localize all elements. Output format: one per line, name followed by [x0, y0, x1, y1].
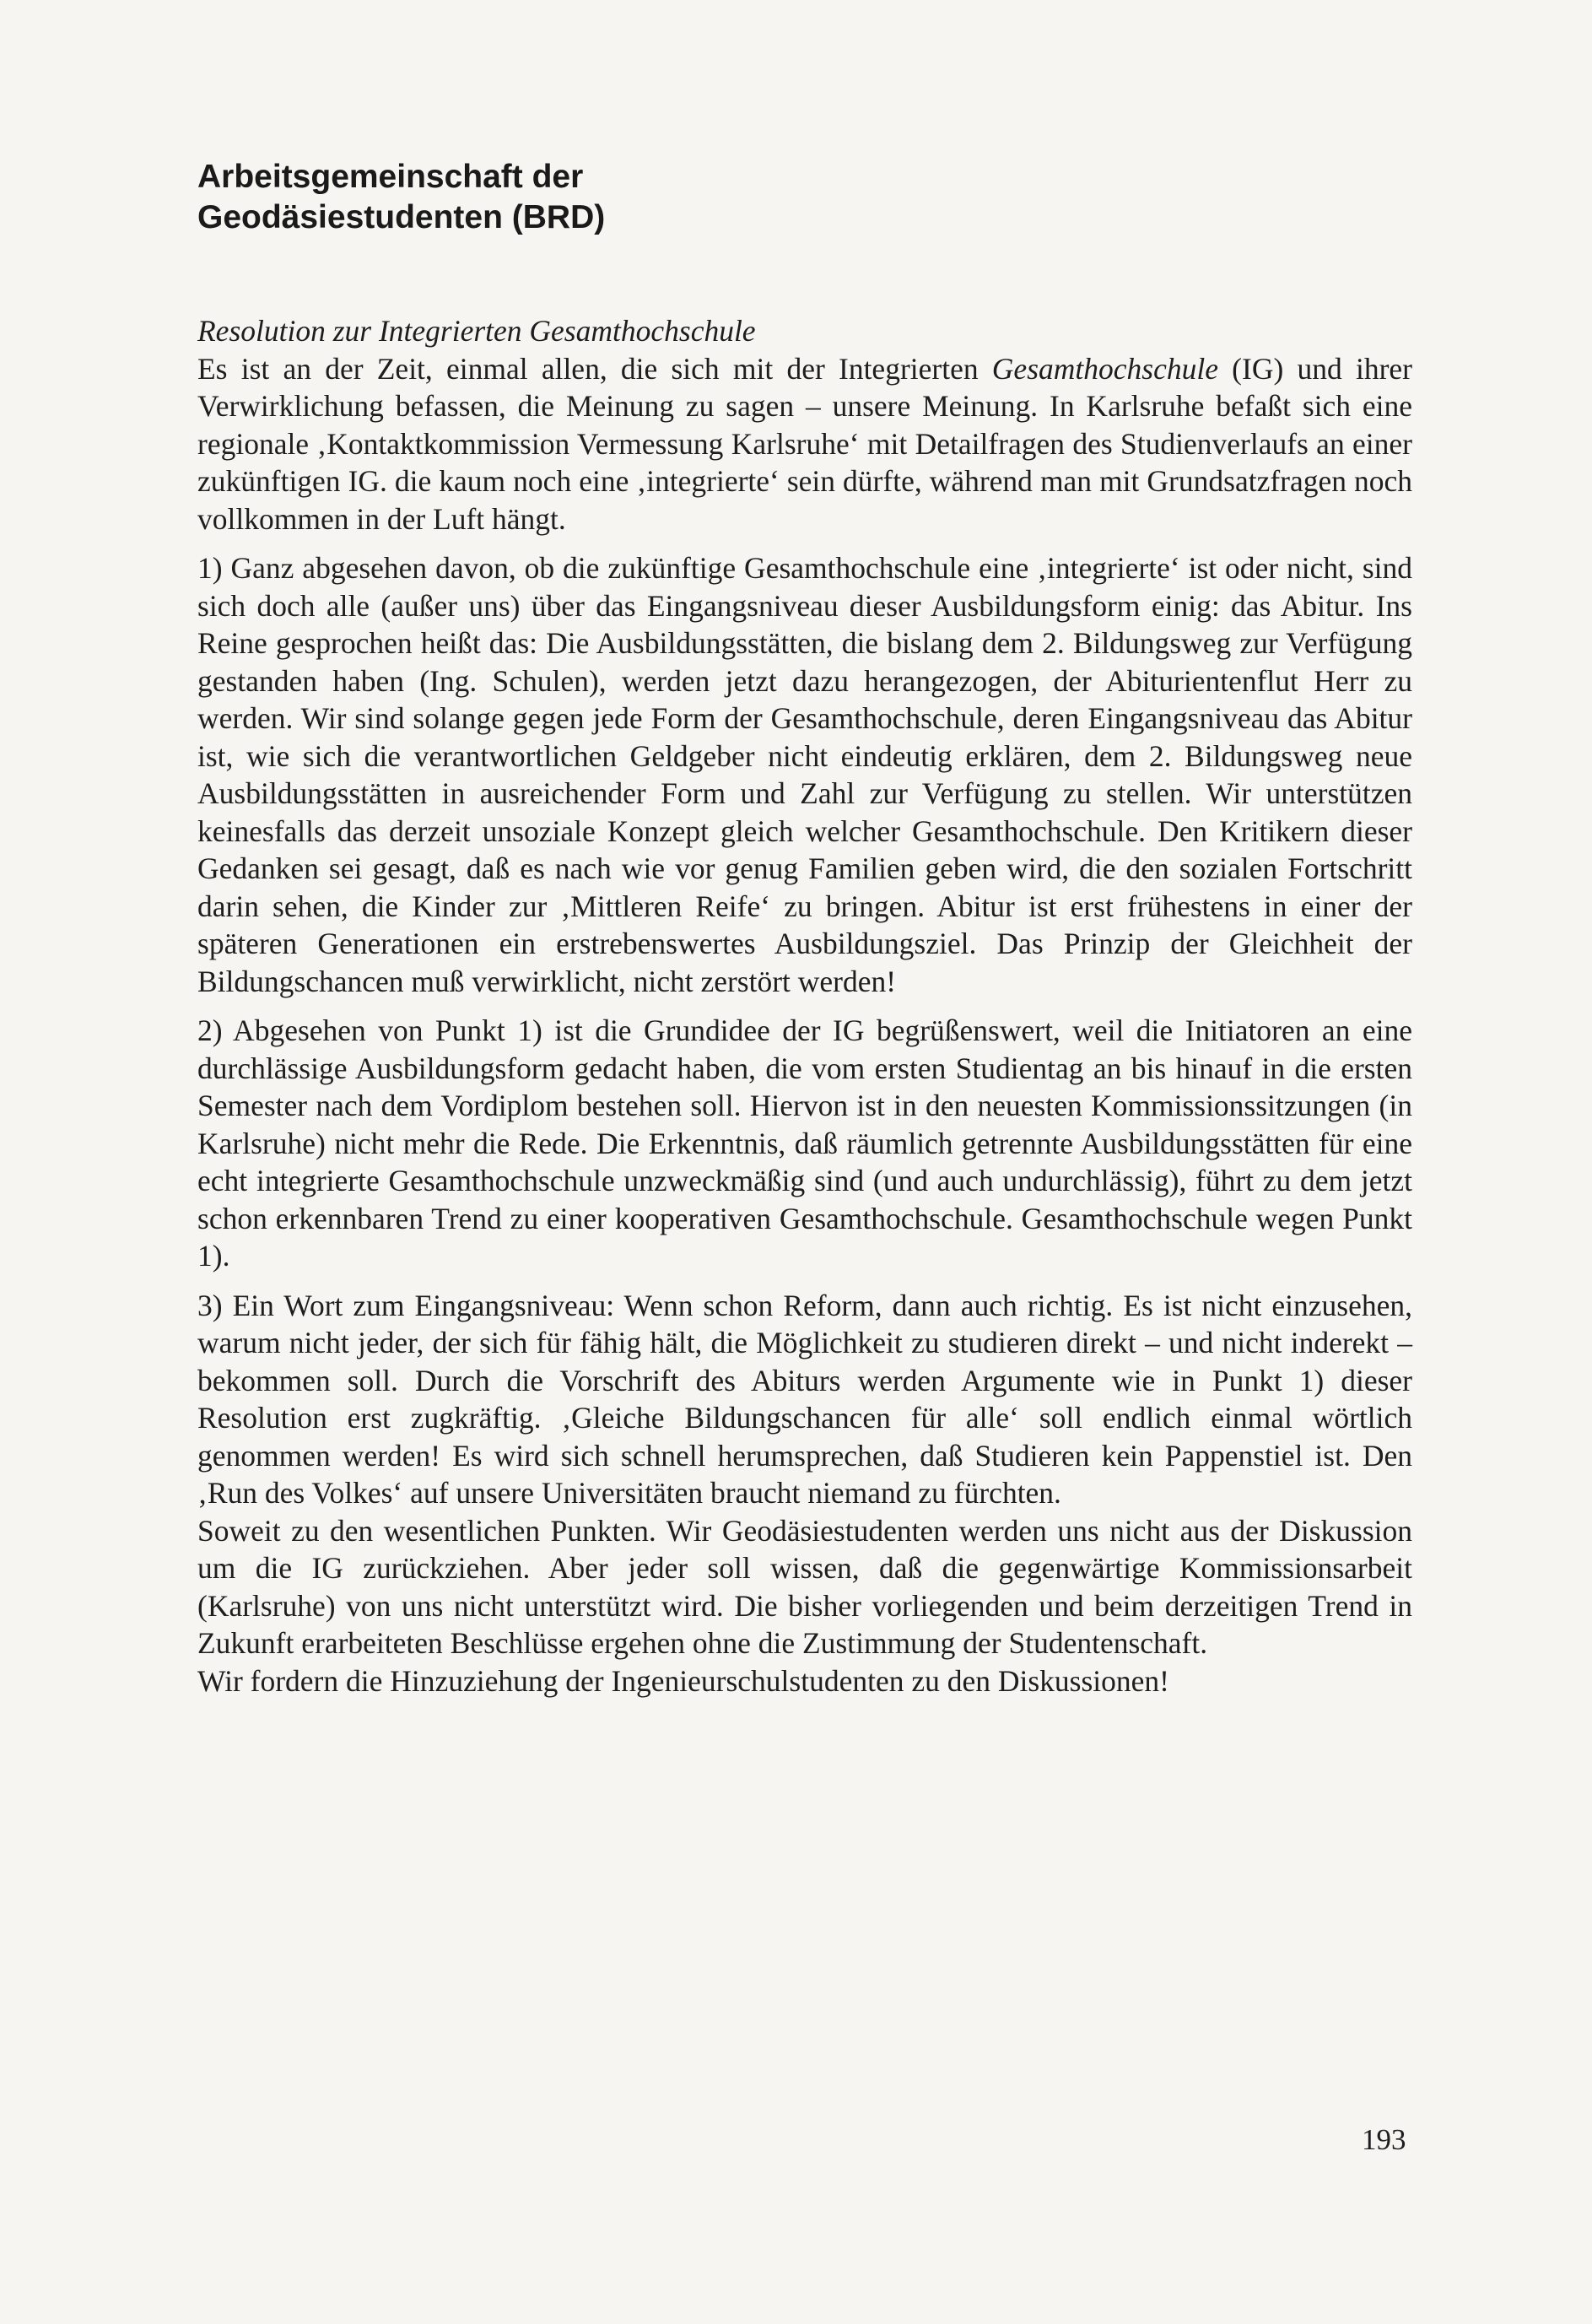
intro-text-end: (IG) und ihrer Verwirklichung befassen, die Meinung zu sagen – unsere Meinung. In Karlsruhe befaßt sich eine regionale ‚Kontaktkommission Vermessung Karlsruhe‘ mit Detailfragen des Studienverlaufs an einer zukünftigen IG. die kaum noch eine ‚integrierte‘ sein dürfte, während man mit Grundsatzfragen noch vollkommen in der Luft hängt. [197, 351, 1412, 536]
point-1-paragraph: 1) Ganz abgesehen davon, ob die zukünftige Gesamthochschule eine ‚integrierte‘ ist oder nicht, sind sich doch alle (außer uns) über das Eingangsniveau dieser Ausbildungsform einig: das Abitur. Ins Reine gesprochen heißt das: Die Ausbildungsstätten, die bislang dem 2. Bildungsweg zur Verfügung gestanden haben (Ing. Schulen), werden jetzt dazu herangezogen, der Abiturientenflut Herr zu werden. Wir sind solange gegen jede Form der Gesamthochschule, deren Eingangsniveau das Abitur ist, wie sich die verantwortlichen Geldgeber nicht eindeutig erklären, dem 2. Bildungsweg neue Ausbildungsstätten in ausreichender Form und Zahl zur Verfügung zu stellen. Wir unterstützen keinesfalls das derzeit unsoziale Konzept gleich welcher Gesamthochschule. Den Kritikern dieser Gedanken sei gesagt, daß es nach wie vor genug Familien geben wird, die den sozialen Fortschritt darin sehen, die Kinder zur ‚Mittleren Reife‘ zu bringen. Abitur ist erst frühestens in einer der späteren Generationen ein erstrebenswertes Ausbildungsziel. Das Prinzip der Gleichheit der Bildungschancen muß verwirklicht, nicht zerstört werden! [197, 551, 1412, 998]
conclusion-paragraph: Soweit zu den wesentlichen Punkten. Wir Geodäsiestudenten werden uns nicht aus der Diskussion um die IG zurückziehen. Aber jeder soll wissen, daß die gegenwärtige Kommissionsarbeit (Karlsruhe) von uns nicht unterstützt wird. Die bisher vorliegenden und beim derzeitigen Trend in Zukunft erarbeiteten Beschlüsse ergehen ohne die Zustimmung der Studentenschaft. [197, 1513, 1412, 1660]
resolution-body [197, 312, 1412, 1700]
page-number: 193 [1362, 2123, 1406, 2156]
intro-emphasis: Gesamthochschule [991, 351, 1218, 386]
resolution-subtitle: Resolution zur Integrierten Gesamthochschule [197, 314, 756, 348]
intro-paragraph [197, 350, 1412, 538]
organization-heading [197, 157, 957, 238]
heading-line-2: Geodäsiestudenten (BRD) [197, 199, 606, 235]
intro-text-start: Es ist an der Zeit, einmal allen, die sich mit der Integrierten [197, 351, 992, 386]
heading-line-1: Arbeitsgemeinschaft der [197, 159, 584, 195]
demand-paragraph: Wir fordern die Hinzuziehung der Ingenieurschulstudenten zu den Diskussionen! [197, 1663, 1169, 1698]
point-2-paragraph: 2) Abgesehen von Punkt 1) ist die Grundidee der IG begrüßenswert, weil die Initiatoren an eine durchlässige Ausbildungsform gedacht haben, die vom ersten Studientag an bis hinauf in die ersten Semester nach dem Vordiplom bestehen soll. Hiervon ist in den neuesten Kommissionssitzungen (in Karlsruhe) nicht mehr die Rede. Die Erkenntnis, daß räumlich getrennte Ausbildungsstätten für eine echt integrierte Gesamthochschule unzweckmäßig sind (und auch undurchlässig), führt zu dem jetzt schon erkennbaren Trend zu einer kooperativen Gesamthochschule. Gesamthochschule wegen Punkt 1). [197, 1013, 1412, 1273]
point-3-paragraph: 3) Ein Wort zum Eingangsniveau: Wenn schon Reform, dann auch richtig. Es ist nicht einzusehen, warum nicht jeder, der sich für fähig hält, die Möglichkeit zu studieren direkt – und nicht inderekt – bekommen soll. Durch die Vorschrift des Abiturs werden Argumente wie in Punkt 1) dieser Resolution erst zugkräftig. ‚Gleiche Bildungschancen für alle‘ soll endlich einmal wörtlich genommen werden! Es wird sich schnell herumsprechen, daß Studieren kein Pappenstiel ist. Den ‚Run des Volkes‘ auf unsere Universitäten braucht niemand zu fürchten. [197, 1288, 1412, 1510]
